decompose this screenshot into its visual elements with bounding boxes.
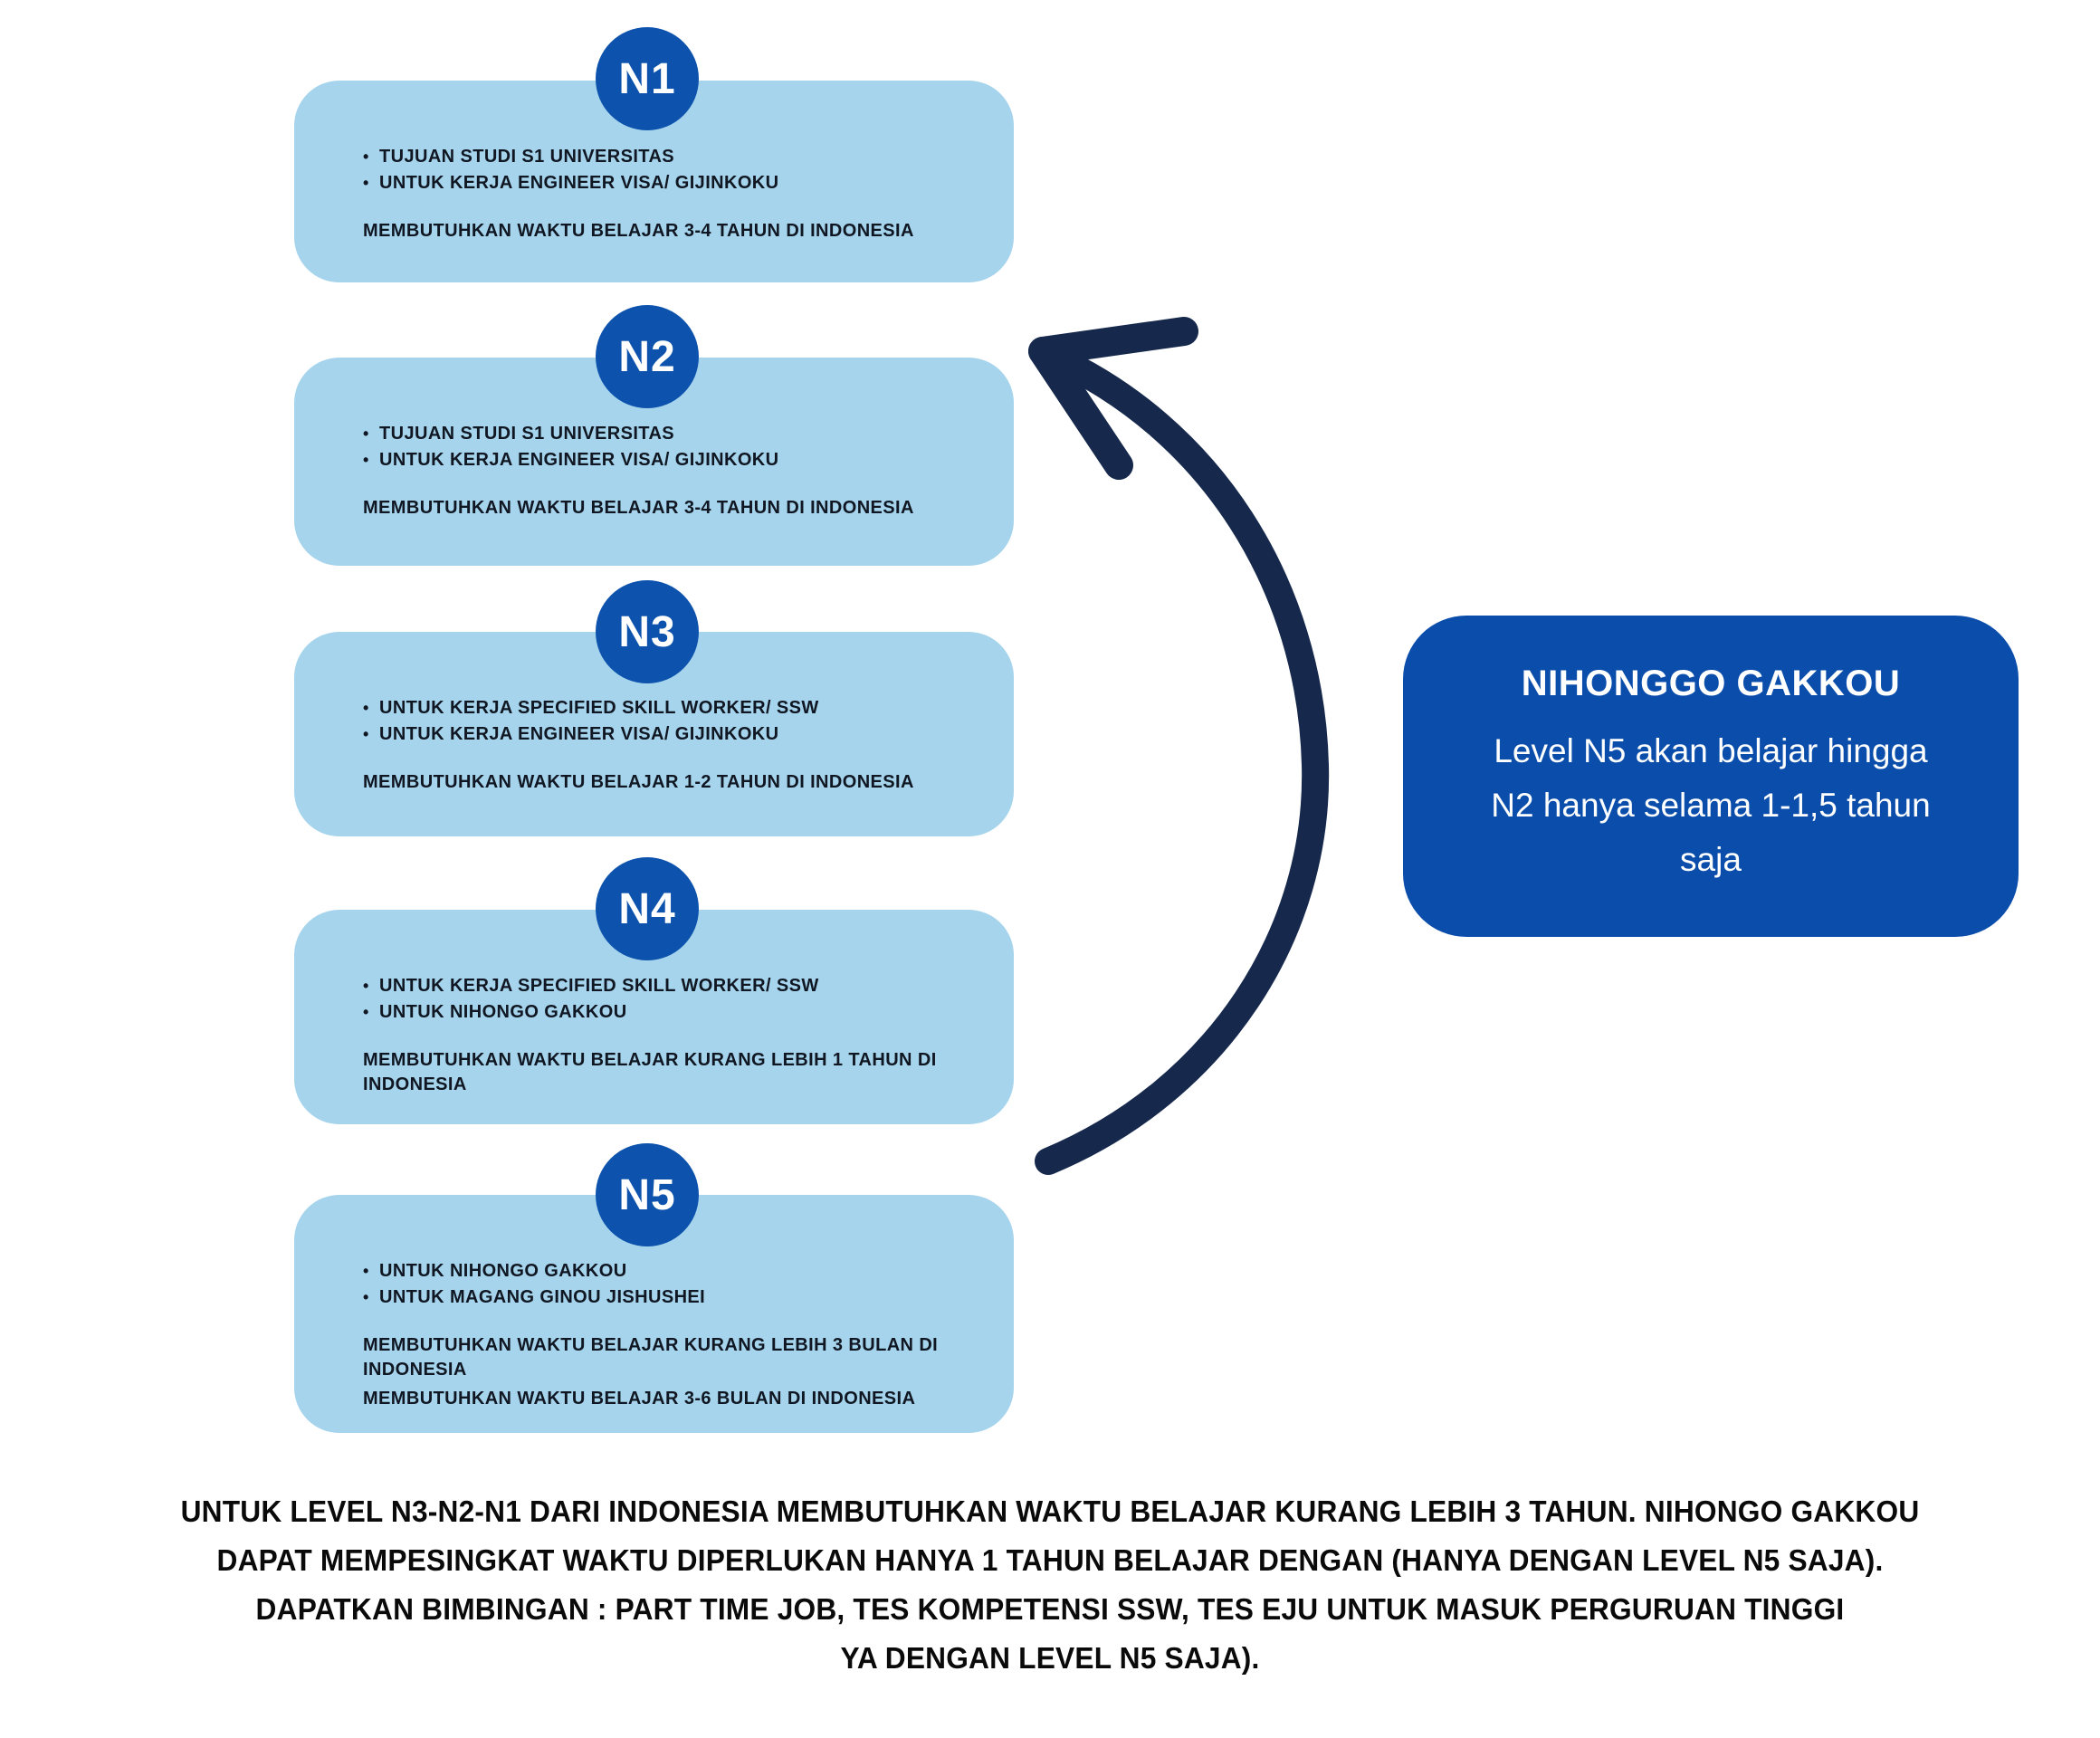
level-badge-n1 — [596, 27, 699, 130]
bullet-text: • UNTUK NIHONGO GAKKOU — [379, 1002, 627, 1022]
note-text: MEMBUTUHKAN WAKTU BELAJAR 1-2 TAHUN DI INDONESIA — [363, 772, 914, 792]
bullet-item — [363, 421, 964, 447]
level-badge-n5 — [596, 1143, 699, 1246]
bullet-text: • UNTUK NIHONGO GAKKOU — [379, 1261, 627, 1281]
note-text: MEMBUTUHKAN WAKTU BELAJAR 3-6 BULAN DI INDONESIA — [363, 1389, 916, 1409]
bullet-item — [363, 1258, 964, 1284]
level-badge-label: N3 — [618, 607, 676, 656]
bullet-item — [363, 999, 964, 1026]
footer-line: YA DENGAN LEVEL N5 SAJA). — [840, 1641, 1260, 1675]
bullet-item — [363, 447, 964, 473]
bullet-text: • UNTUK KERJA ENGINEER VISA/ GIJINKOKU — [379, 450, 779, 470]
note-text: MEMBUTUHKAN WAKTU BELAJAR KURANG LEBIH 1 TAHUN DI INDONESIA — [363, 1050, 937, 1094]
bullet-text: • UNTUK MAGANG GINOU JISHUSHEI — [379, 1287, 706, 1307]
bullet-text: • UNTUK KERJA SPECIFIED SKILL WORKER/ SSW — [379, 698, 819, 718]
callout-title: NIHONGGO GAKKOU — [1521, 664, 1901, 703]
bullet-item — [363, 695, 964, 721]
bullet-item — [363, 144, 964, 170]
level-n4-bullet-list — [363, 973, 964, 1026]
bullet-item — [363, 973, 964, 999]
level-badge-label: N2 — [618, 332, 676, 381]
footer-line: UNTUK LEVEL N3-N2-N1 DARI INDONESIA MEMBUTUHKAN WAKTU BELAJAR KURANG LEBIH 3 TAHUN. NIHONGO GAKKOU — [180, 1494, 1920, 1528]
bullet-text: • TUJUAN STUDI S1 UNIVERSITAS — [379, 424, 675, 444]
bullet-text: • TUJUAN STUDI S1 UNIVERSITAS — [379, 147, 675, 167]
bullet-text: • UNTUK KERJA ENGINEER VISA/ GIJINKOKU — [379, 173, 779, 193]
callout-line: Level N5 akan belajar hingga — [1494, 732, 1928, 769]
callout-card — [1403, 616, 2019, 937]
level-badge-n2 — [596, 305, 699, 408]
note-text: MEMBUTUHKAN WAKTU BELAJAR 3-4 TAHUN DI INDONESIA — [363, 221, 914, 241]
bullet-item — [363, 1284, 964, 1311]
level-n1-bullet-list — [363, 144, 964, 196]
footer-line: DAPAT MEMPESINGKAT WAKTU DIPERLUKAN HANYA 1 TAHUN BELAJAR DENGAN (HANYA DENGAN LEVEL N5 SAJA). — [216, 1543, 1884, 1577]
note-text: MEMBUTUHKAN WAKTU BELAJAR 3-4 TAHUN DI INDONESIA — [363, 498, 914, 518]
callout-line: N2 hanya selama 1-1,5 tahun — [1491, 787, 1931, 824]
level-badge-label: N4 — [618, 884, 676, 933]
level-badge-label: N1 — [618, 54, 676, 103]
level-n2-bullet-list — [363, 421, 964, 473]
level-badge-n4 — [596, 857, 699, 960]
footer-line: DAPATKAN BIMBINGAN : PART TIME JOB, TES KOMPETENSI SSW, TES EJU UNTUK MASUK PERGURUAN TINGGI — [255, 1592, 1845, 1626]
bullet-item — [363, 170, 964, 196]
level-n5-bullet-list — [363, 1258, 964, 1311]
level-n3-bullet-list — [363, 695, 964, 748]
level-badge-n3 — [596, 580, 699, 683]
level-badge-label: N5 — [618, 1170, 676, 1219]
footer-text — [0, 1487, 2100, 1683]
note-text: MEMBUTUHKAN WAKTU BELAJAR KURANG LEBIH 3 BULAN DI INDONESIA — [363, 1335, 939, 1380]
bullet-text: • UNTUK KERJA ENGINEER VISA/ GIJINKOKU — [379, 724, 779, 744]
callout-line: saja — [1680, 841, 1742, 878]
bullet-item — [363, 721, 964, 748]
bullet-text: • UNTUK KERJA SPECIFIED SKILL WORKER/ SSW — [379, 976, 819, 996]
